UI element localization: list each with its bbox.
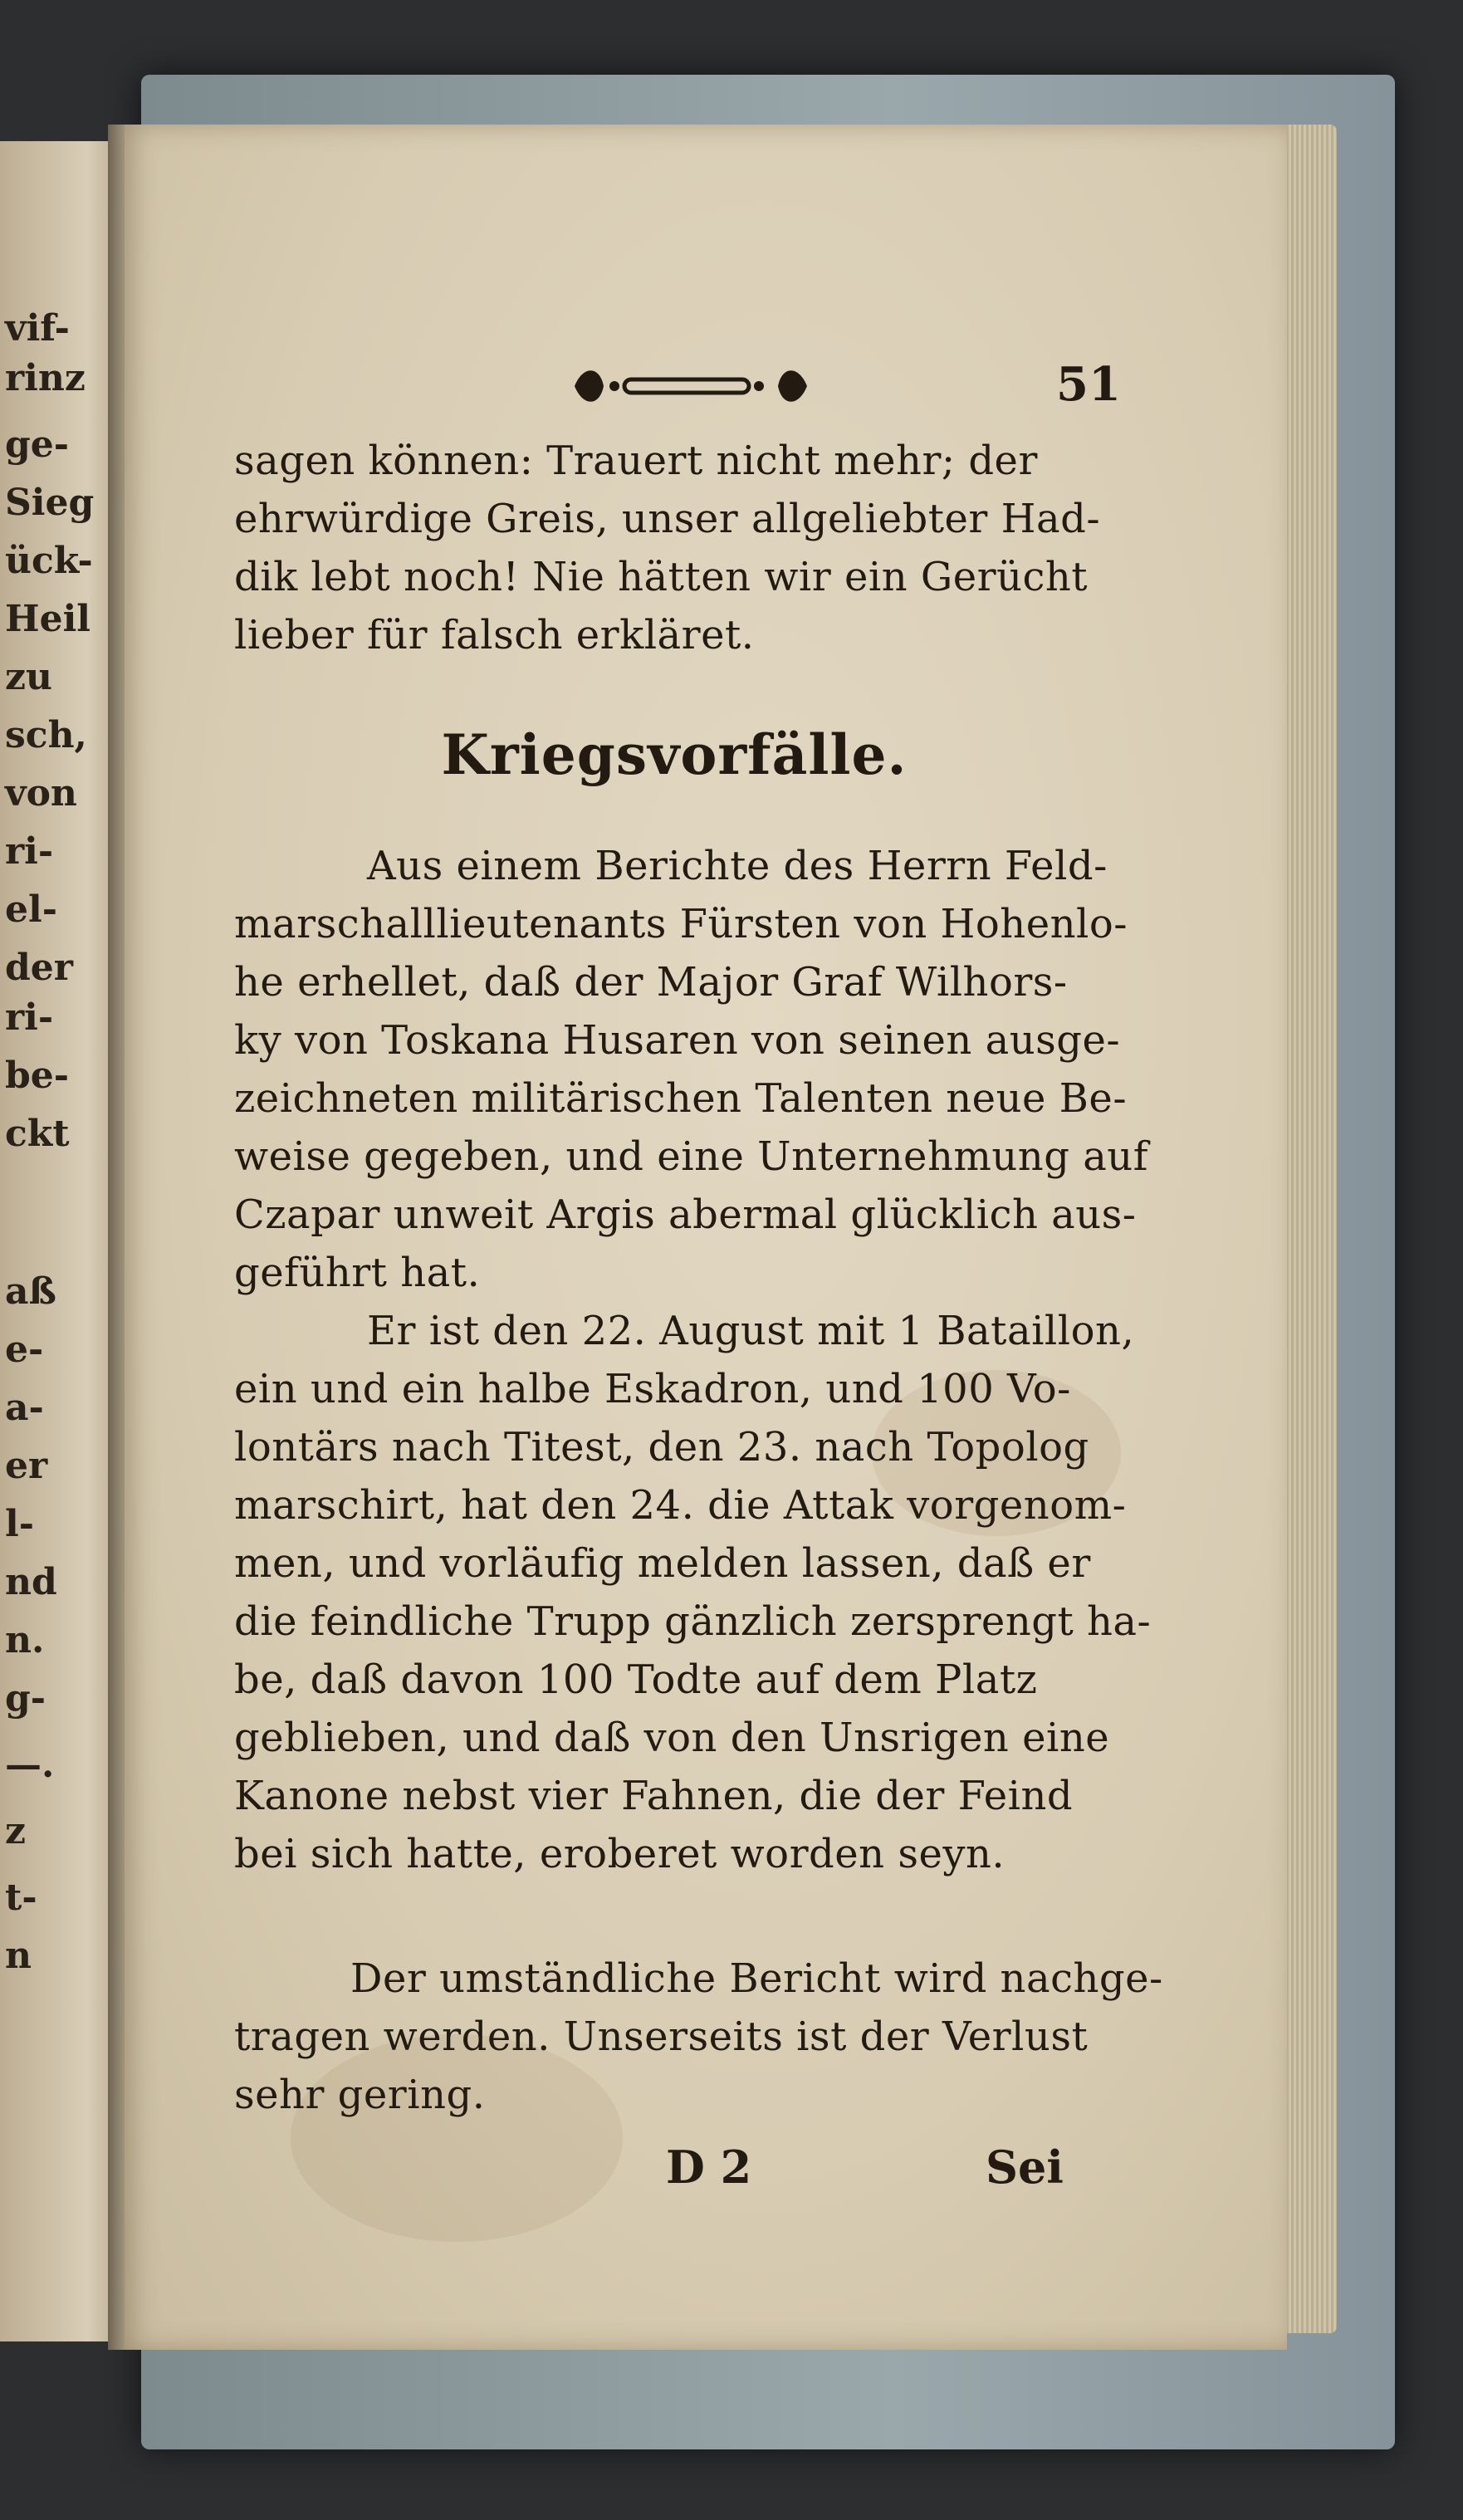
text-line: Kanone nebst vier Fahnen, die der Feind <box>234 1773 1074 1819</box>
left-page-fragment: —. <box>5 1744 55 1786</box>
left-page-fragment: n. <box>5 1619 45 1661</box>
page-text <box>234 332 1163 2207</box>
text-line: die feindliche Trupp gänzlich zersprengt ha- <box>234 1598 1152 1645</box>
text-line: tragen werden. Unserseits ist der Verlust <box>234 2014 1089 2060</box>
left-page-fragment: ück- <box>5 540 93 582</box>
paragraph-report <box>234 837 1148 1302</box>
text-line: zeichneten militärischen Talenten neue Be- <box>234 1075 1128 1122</box>
left-page-fragment: er <box>5 1445 48 1487</box>
running-header <box>234 332 1121 432</box>
left-page-fragment: t- <box>5 1877 37 1919</box>
left-page-fragment: ckt <box>5 1113 70 1155</box>
text-line: Der umständliche Bericht wird nachge- <box>350 1955 1163 2002</box>
page-number: 51 <box>1056 357 1121 412</box>
left-page-fragment: n <box>5 1935 32 1977</box>
text-line: ehrwürdige Greis, unser allgeliebter Had- <box>234 496 1101 542</box>
text-line: lieber für falsch erkläret. <box>234 612 755 658</box>
left-page-fragment: l- <box>5 1503 34 1545</box>
text-line: bei sich hatte, eroberet worden seyn. <box>234 1831 1006 1877</box>
text-line: marschalllieutenants Fürsten von Hohenlo- <box>234 901 1128 947</box>
text-line: marschirt, hat den 24. die Attak vorgenom- <box>234 1482 1127 1529</box>
left-page-fragment: vif- <box>5 307 70 350</box>
page-edges <box>1279 125 1337 2333</box>
text-line: men, und vorläufig melden lassen, daß er <box>234 1540 1091 1587</box>
left-page-fragment: z <box>5 1810 26 1852</box>
left-page-fragment: e- <box>5 1329 44 1371</box>
left-page-fragment: aß <box>5 1270 56 1313</box>
left-page-fragment: el- <box>5 888 57 931</box>
paragraph-march <box>234 1302 1152 1883</box>
text-line: be, daß davon 100 Todte auf dem Platz <box>234 1656 1038 1703</box>
left-page-fragment: g- <box>5 1677 46 1720</box>
left-page-fragment: nd <box>5 1561 57 1603</box>
left-page-fragment: rinz <box>5 357 86 399</box>
opening-paragraph <box>234 432 1114 664</box>
left-page-fragment: be- <box>5 1054 70 1097</box>
text-line: lontärs nach Titest, den 23. nach Topolog <box>234 1424 1089 1470</box>
paragraph-closing <box>234 1950 1163 2124</box>
left-page-fragment: zu <box>5 656 52 698</box>
text-line: geführt hat. <box>234 1250 481 1296</box>
text-line: ky von Toskana Husaren von seinen ausge- <box>234 1017 1121 1064</box>
text-line: sagen können: Trauert nicht mehr; der <box>234 438 1038 484</box>
page-footer <box>234 2132 1114 2207</box>
paragraph-gap <box>234 1883 1114 1950</box>
left-page-fragment: Heil <box>5 598 91 640</box>
text-line: ein und ein halbe Eskadron, und 100 Vo- <box>234 1366 1071 1412</box>
text-line: Er ist den 22. August mit 1 Bataillon, <box>367 1308 1135 1354</box>
left-page-fragment: ge- <box>5 423 70 466</box>
left-page-fragment: Sieg <box>5 482 95 524</box>
left-page-fragment: der <box>5 947 73 989</box>
text-line: he erhellet, daß der Major Graf Wilhors- <box>234 959 1068 1006</box>
left-page-fragment: ri- <box>5 996 54 1039</box>
text-line: Czapar unweit Argis abermal glücklich aus- <box>234 1191 1137 1238</box>
left-page-fragment: a- <box>5 1387 44 1429</box>
left-page <box>0 141 125 2341</box>
printer-ornament-icon <box>566 357 815 418</box>
section-title: Kriegsvorfälle. <box>441 722 908 787</box>
signature-mark: D 2 <box>666 2141 752 2194</box>
text-line: Aus einem Berichte des Herrn Feld- <box>367 843 1108 889</box>
text-line: geblieben, und daß von den Unsrigen eine <box>234 1715 1110 1761</box>
text-line: dik lebt noch! Nie hätten wir ein Gerücht <box>234 554 1089 600</box>
catchword: Sei <box>986 2141 1064 2194</box>
left-page-fragment: sch, <box>5 714 87 756</box>
left-page-fragment: ri- <box>5 830 54 873</box>
text-line: weise gegeben, und eine Unternehmung auf <box>234 1133 1148 1180</box>
text-line: sehr gering. <box>234 2072 486 2118</box>
left-page-fragment: von <box>5 772 77 815</box>
